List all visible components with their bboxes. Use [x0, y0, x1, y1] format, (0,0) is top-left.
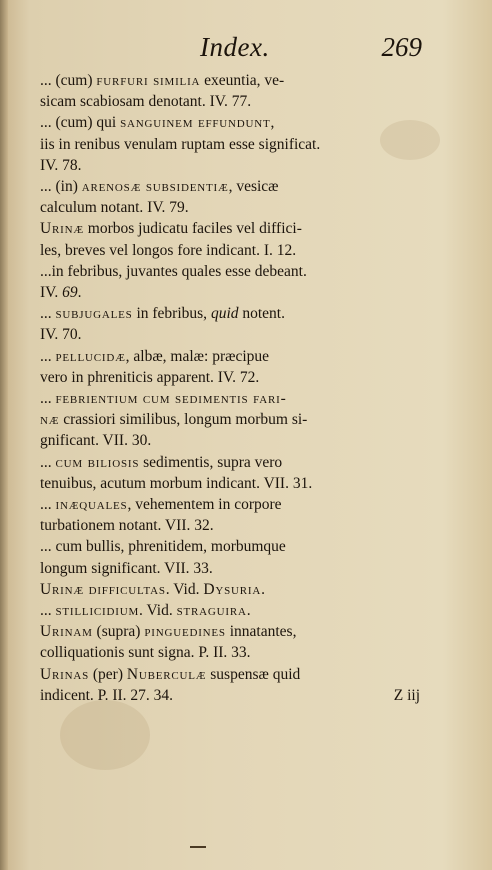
entry-text: indicent. P. II. 27. 34. [40, 686, 174, 704]
small-caps-term: arenosæ subsidentiæ [81, 178, 229, 196]
entry-text: ... [40, 305, 56, 323]
index-entry [40, 176, 420, 218]
entry-line [40, 346, 420, 367]
entry-line [40, 430, 420, 451]
small-caps-term: subjugales [55, 305, 133, 323]
small-caps-term: Urinas [40, 665, 89, 683]
small-caps-term: cum biliosis [55, 453, 140, 471]
entry-text: colliquationis sunt signa. P. II. 33. [40, 644, 251, 662]
entry-text: ... [40, 390, 56, 408]
entry-line [40, 621, 420, 642]
entry-text: notent. [238, 305, 285, 323]
entry-text: . Vid. [165, 580, 204, 598]
index-entry [40, 112, 420, 176]
signature-mark: Z iij [393, 686, 420, 704]
entry-line [40, 134, 420, 155]
entry-text: ... (in) [40, 178, 82, 196]
index-entry [40, 664, 420, 706]
index-entry [40, 261, 420, 303]
entry-text: innatantes, [225, 623, 297, 641]
index-entry [40, 388, 420, 452]
entry-line [40, 515, 420, 536]
entry-line [40, 579, 420, 600]
italic-text: 69 [62, 284, 78, 302]
entry-text: , albæ, malæ: præcipue [125, 347, 270, 365]
entry-text: les, breves vel longos fore indicant. I. 12. [40, 241, 297, 259]
small-caps-term: Dysuria [203, 580, 262, 598]
page-gutter [0, 0, 8, 870]
entry-text: ... (cum) qui [40, 114, 121, 132]
entry-line [40, 452, 420, 473]
entry-text: morbos judicatu faciles vel diffici- [83, 220, 302, 238]
entry-text: ...in febribus, juvantes quales esse debeant. [40, 262, 307, 280]
entry-line [40, 176, 420, 197]
small-caps-term: febrientium cum sedimentis fari- [55, 390, 287, 408]
small-caps-term: Urinæ difficultas [40, 580, 166, 598]
entry-text: longum significant. VII. 33. [40, 559, 213, 577]
small-caps-term: sanguinem effundunt [120, 114, 271, 132]
small-caps-term: næ [40, 411, 60, 429]
entry-text: IV. 70. [40, 326, 82, 344]
small-caps-term: pellucidæ [55, 347, 126, 365]
entry-line [40, 642, 420, 663]
entry-text: (supra) [92, 623, 145, 641]
entry-text: , vesicæ [228, 178, 279, 196]
italic-text: quid [210, 305, 239, 323]
entry-line [40, 282, 420, 303]
entry-text: ... [40, 496, 56, 514]
entry-line [40, 536, 420, 557]
entry-text: IV. 78. [40, 156, 82, 174]
entry-line [40, 303, 420, 324]
entry-text: ... cum bullis, phrenitidem, morbumque [40, 538, 286, 556]
entry-text: exeuntia, ve- [200, 72, 285, 89]
entry-text: tenuibus, acutum morbum indicant. VII. 31. [40, 474, 313, 492]
entry-text: . Vid. [139, 602, 177, 620]
index-entry [40, 579, 420, 600]
entry-line [40, 685, 420, 706]
index-entry [40, 600, 420, 621]
entry-line [40, 218, 420, 239]
entry-text: ... [40, 453, 56, 471]
entry-text: vero in phreniticis apparent. IV. 72. [40, 368, 260, 386]
entry-line [40, 388, 420, 409]
entry-text: . [77, 284, 82, 302]
index-entry [40, 70, 420, 112]
entry-text: calculum notant. IV. 79. [40, 199, 189, 217]
entry-text: ... [40, 347, 56, 365]
entry-text: in febribus, [132, 305, 211, 323]
entry-line [40, 112, 420, 133]
index-entries [40, 70, 420, 706]
index-entry [40, 494, 420, 536]
small-caps-term: straguira [176, 602, 247, 620]
index-entry [40, 346, 420, 388]
page-number: 269 [381, 32, 422, 62]
small-caps-term: inæquales [55, 496, 128, 514]
entry-line [40, 473, 420, 494]
index-entry [40, 536, 420, 578]
entry-line [40, 494, 420, 515]
entry-line [40, 240, 420, 261]
entry-line [40, 367, 420, 388]
entry-text: . [246, 602, 251, 620]
entry-line [40, 91, 420, 112]
entry-line [40, 409, 420, 430]
small-caps-term: stillicidium [55, 602, 140, 620]
small-caps-term: pinguedines [144, 623, 226, 641]
entry-text: iis in renibus venulam ruptam esse significat. [40, 135, 321, 153]
entry-line [40, 558, 420, 579]
entry-text: . [261, 580, 265, 598]
index-entry [40, 218, 420, 260]
entry-text: crassiori similibus, longum morbum si- [59, 411, 308, 429]
footer-mark [190, 846, 206, 848]
entry-line [40, 600, 420, 621]
entry-line [40, 155, 420, 176]
entry-text: sedimentis, supra vero [139, 453, 283, 471]
small-caps-term: Urinæ [40, 220, 84, 238]
entry-text: ... [40, 602, 56, 620]
paper-stain [60, 700, 150, 770]
entry-text: gnificant. VII. 30. [40, 432, 152, 450]
index-entry [40, 303, 420, 345]
entry-text: , [270, 114, 275, 132]
entry-text: (per) [89, 665, 127, 683]
page-header [40, 32, 422, 68]
small-caps-term: Urinam [40, 623, 93, 641]
entry-line [40, 70, 420, 91]
index-entry [40, 621, 420, 663]
entry-line [40, 261, 420, 282]
running-title: Index. [200, 32, 270, 62]
entry-text: ... (cum) [40, 72, 97, 89]
entry-text: suspensæ quid [206, 665, 301, 683]
small-caps-term: furfuri similia [96, 72, 201, 89]
entry-line [40, 664, 420, 685]
entry-text: sicam scabiosam denotant. IV. 77. [40, 93, 252, 111]
entry-text: , vehementem in corpore [127, 496, 282, 514]
entry-text: IV. [40, 284, 63, 302]
entry-line [40, 324, 420, 345]
index-entry [40, 452, 420, 494]
small-caps-term: Nuberculæ [126, 665, 207, 683]
entry-text: turbationem notant. VII. 32. [40, 517, 214, 535]
entry-line [40, 197, 420, 218]
